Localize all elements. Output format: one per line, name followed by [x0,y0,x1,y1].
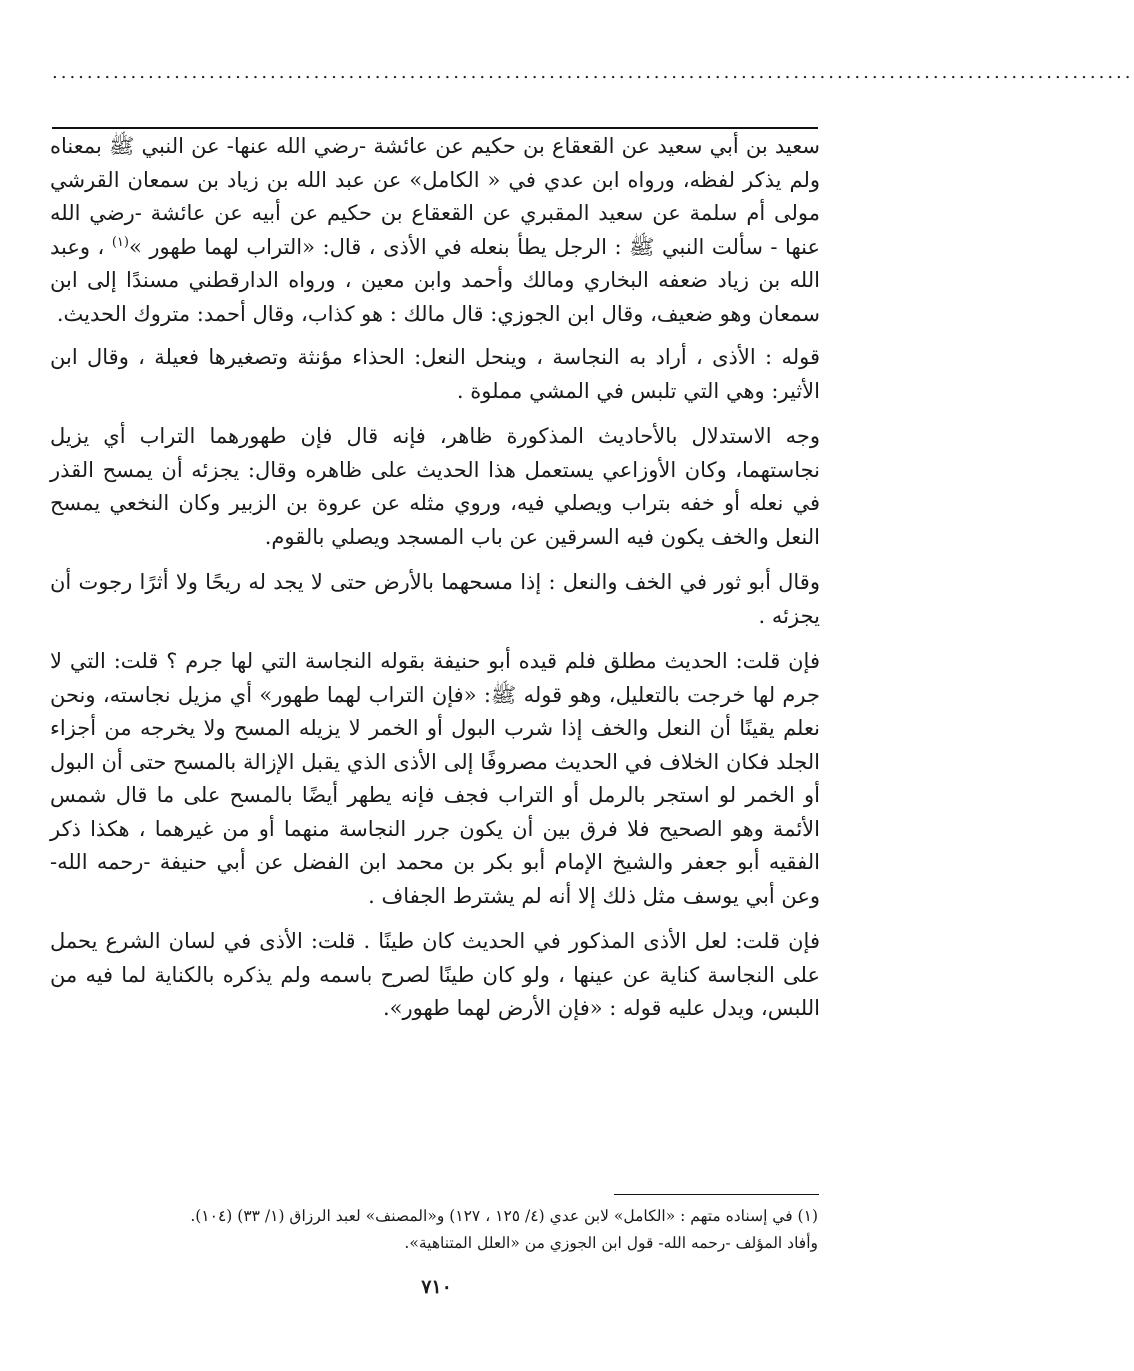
footnote-rule [614,1194,819,1195]
paragraph-1 [50,130,820,331]
footnotes [60,1203,818,1257]
paragraph-5: فإن قلت: الحديث مطلق فلم قيده أبو حنيفة بقوله النجاسة التي لها جرم ؟ قلت: التي لا جرم لها خرجت بالتعليل، وهو قوله ﷺ: «فإن التراب لهما طهور» أي مزيل نجاسته، ونحن نعلم يقينًا أن النعل والخف إذا شرب البول أو الخمر لا يزيله المسح ولا يخرجه من أجزاء الجلد فكان الخلاف في الحديث مصروفًا إلى الأذى الذي يقبل الإزالة بالمسح حتى أن البول أو الخمر لو استجر بالرمل أو التراب فجف فإنه يطهر أيضًا بالمسح على ما قال شمس الأئمة وهو الصحيح فلا فرق بين أن يكون جرر النجاسة منهما أو من غيرهما ، هكذا ذكر الفقيه أبو جعفر والشيخ الإمام أبو بكر بن محمد ابن الفضل عن أبي حنيفة -رحمه الله- وعن أبي يوسف مثل ذلك إلا أنه لم يشترط الجفاف . [50,649,820,908]
paragraph-3: وجه الاستدلال بالأحاديث المذكورة ظاهر، فإنه قال فإن طهورهما التراب أي يزيل نجاستهما، وكان الأوزاعي يستعمل هذا الحديث على ظاهره وقال: يجزئه أن يمسح القذر في نعله أو خفه بتراب ويصلي فيه، وروي مثله عن عروة بن الزبير وكان النخعي يمسح النعل والخف يكون فيه السرقين عن باب المسجد ويصلي بالقوم. [50,424,820,549]
footnote-1: (١) في إسناده متهم : «الكامل» لابن عدي (٤/ ١٢٥ ، ١٢٧) و«المصنف» لعبد الرزاق (١/ ٣٣) (١٠٤). [190,1207,818,1225]
paragraph-6: فإن قلت: لعل الأذى المذكور في الحديث كان طينًا . قلت: الأذى في لسان الشرع يحمل على النجاسة كناية عن عينها ، ولو كان طينًا لصرح باسمه ولم يذكره بالكناية لما فيه من اللبس، ويدل عليه قوله : «فإن الأرض لهما طهور». [50,929,820,1020]
paragraph-1-tail: ، وعبد الله بن زياد ضعفه البخاري ومالك وأحمد وابن معين ، ورواه الدارقطني مسندًا إلى ابن سمعان وهو ضعيف، وقال ابن الجوزي: قال مالك : هو كذاب، وقال أحمد: متروك الحديث. [50,234,820,326]
main-text [50,130,820,1038]
footnote-2: وأفاد المؤلف -رحمه الله- قول ابن الجوزي من «العلل المتناهية». [404,1234,818,1252]
header-dotted-line: ............................................................................................................................ [52,62,1134,83]
paragraph-1-text: سعيد بن أبي سعيد عن القعقاع بن حكيم عن عائشة -رضي الله عنها- عن النبي ﷺ بمعناه ولم يذكر لفظه، ورواه ابن عدي في « الكامل» عن عبد الله بن زياد بن سمعان القرشي مولى أم سلمة عن سعيد المقبري عن القعقاع بن حكيم عن أبيه عن عائشة -رضي الله عنها - سألت النبي ﷺ : الرجل يطأ بنعله في الأذى ، قال: «التراب لهما طهور » [50,134,820,259]
page-number: ٧١٠ [421,1276,452,1298]
footnote-marker: (١) [111,234,129,250]
header-rule [52,127,818,129]
paragraph-2: قوله : الأذى ، أراد به النجاسة ، وينحل النعل: الحذاء مؤنثة وتصغيرها فعيلة ، وقال ابن الأثير: وهي التي تلبس في المشي مملوة . [50,345,820,403]
paragraph-4: وقال أبو ثور في الخف والنعل : إذا مسحهما بالأرض حتى لا يجد له ريحًا ولا أثرًا رجوت أن يجزئه . [50,570,820,628]
